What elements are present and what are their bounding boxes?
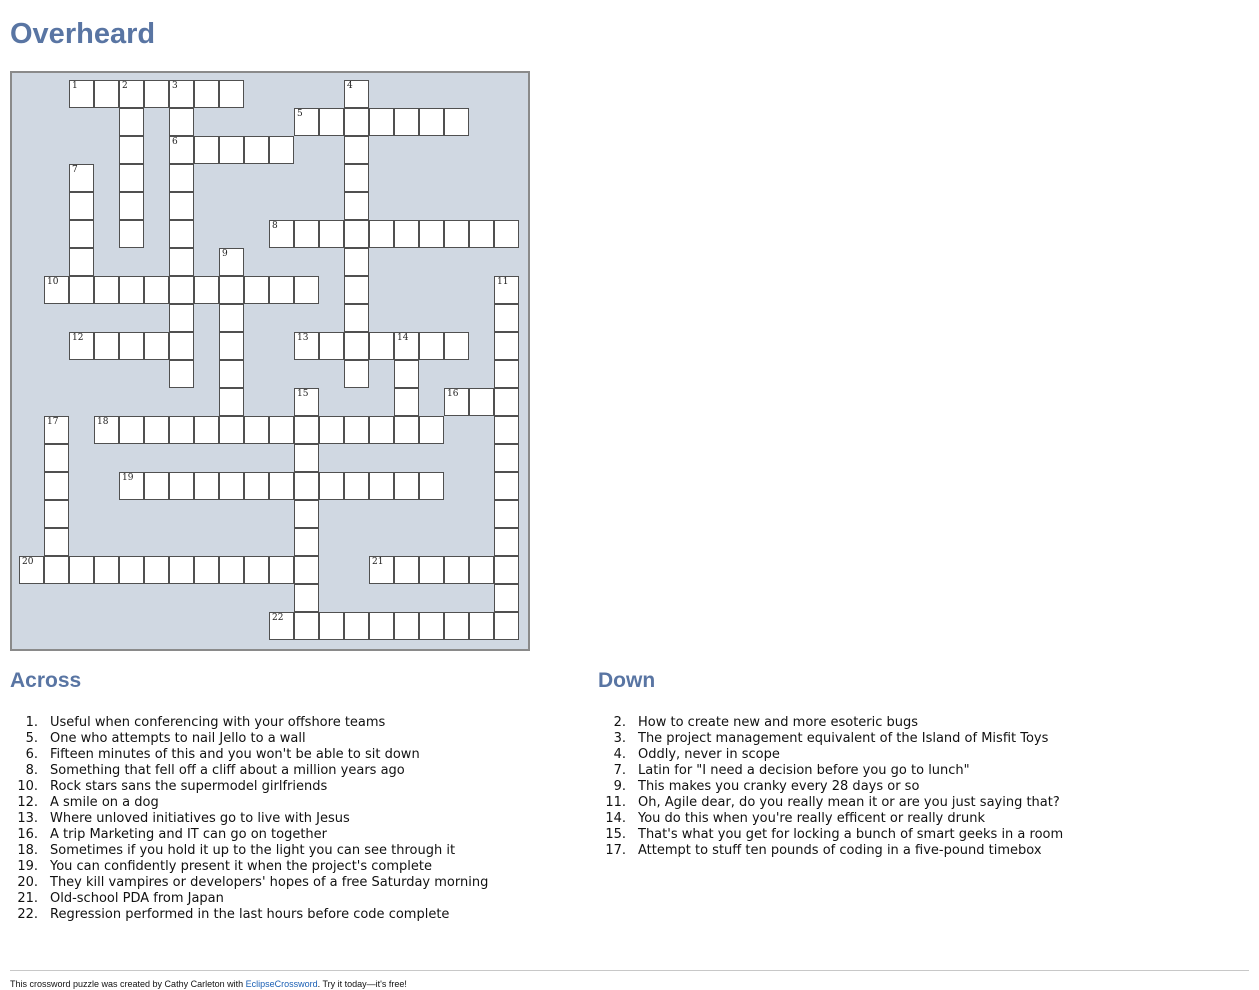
clue-number: 21.: [17, 891, 38, 906]
down-clue: [598, 747, 1198, 763]
grid-cell[interactable]: [294, 584, 319, 612]
grid-cell[interactable]: [494, 416, 519, 444]
grid-cell[interactable]: [69, 80, 94, 108]
grid-cell[interactable]: [419, 612, 444, 640]
grid-cell[interactable]: [119, 472, 144, 500]
across-heading: Across: [10, 669, 82, 692]
grid-cell[interactable]: [94, 276, 119, 304]
down-heading: Down: [598, 669, 656, 692]
grid-cell[interactable]: [344, 192, 369, 220]
footer-divider: [10, 970, 1249, 971]
clue-number: 5: [297, 109, 303, 119]
across-clue: [10, 843, 570, 859]
across-clue: [10, 779, 570, 795]
clue-number: 18.: [17, 843, 38, 858]
grid-cell[interactable]: [294, 612, 319, 640]
grid-cell[interactable]: [19, 556, 44, 584]
clue-number: 22: [272, 613, 284, 623]
grid-cell[interactable]: [494, 444, 519, 472]
clue-number: 19: [122, 473, 134, 483]
clue-text: Oddly, never in scope: [638, 747, 780, 762]
grid-cell[interactable]: [344, 304, 369, 332]
clue-text: Oh, Agile dear, do you really mean it or are you just saying that?: [638, 795, 1060, 810]
clue-number: 11: [497, 277, 509, 287]
grid-cell[interactable]: [269, 276, 294, 304]
grid-cell[interactable]: [219, 416, 244, 444]
grid-cell[interactable]: [144, 556, 169, 584]
grid-cell[interactable]: [194, 556, 219, 584]
down-clue: [598, 779, 1198, 795]
crossword-grid: [10, 71, 530, 651]
grid-cell[interactable]: [444, 556, 469, 584]
grid-cell[interactable]: [369, 612, 394, 640]
footer: [10, 978, 407, 990]
clue-number: 4.: [613, 747, 626, 762]
grid-cell[interactable]: [344, 416, 369, 444]
clue-text: The project management equivalent of the Island of Misfit Toys: [638, 731, 1049, 746]
footer-suffix: . Try it today—it's free!: [317, 979, 407, 989]
grid-cell[interactable]: [344, 108, 369, 136]
clue-number: 21: [372, 557, 384, 567]
grid-cell[interactable]: [344, 80, 369, 108]
clue-text: One who attempts to nail Jello to a wall: [50, 731, 306, 746]
grid-cell[interactable]: [244, 136, 269, 164]
grid-cell[interactable]: [169, 332, 194, 360]
grid-cell[interactable]: [244, 556, 269, 584]
grid-cell[interactable]: [94, 332, 119, 360]
grid-cell[interactable]: [69, 556, 94, 584]
grid-cell[interactable]: [394, 220, 419, 248]
grid-cell[interactable]: [219, 276, 244, 304]
clue-number: 9.: [613, 779, 626, 794]
grid-cell[interactable]: [94, 80, 119, 108]
grid-cell[interactable]: [269, 612, 294, 640]
clue-text: This makes you cranky every 28 days or so: [638, 779, 920, 794]
across-clue: [10, 859, 570, 875]
footer-prefix: This crossword puzzle was created by Cathy Carleton with: [10, 979, 246, 989]
clue-number: 10: [47, 277, 59, 287]
grid-cell[interactable]: [419, 556, 444, 584]
grid-cell[interactable]: [244, 276, 269, 304]
clue-number: 10.: [17, 779, 38, 794]
grid-cell[interactable]: [169, 164, 194, 192]
grid-cell[interactable]: [419, 108, 444, 136]
grid-cell[interactable]: [494, 584, 519, 612]
grid-cell[interactable]: [69, 164, 94, 192]
grid-cell[interactable]: [169, 416, 194, 444]
grid-cell[interactable]: [144, 416, 169, 444]
grid-cell[interactable]: [344, 612, 369, 640]
page-title: Overheard: [10, 18, 156, 50]
grid-cell[interactable]: [219, 304, 244, 332]
grid-cell[interactable]: [269, 472, 294, 500]
clue-text: Fifteen minutes of this and you won't be able to sit down: [50, 747, 420, 762]
grid-cell[interactable]: [369, 220, 394, 248]
grid-cell[interactable]: [119, 192, 144, 220]
grid-cell[interactable]: [369, 416, 394, 444]
grid-cell[interactable]: [44, 444, 69, 472]
grid-cell[interactable]: [169, 192, 194, 220]
clue-number: 7: [72, 165, 78, 175]
clue-text: Where unloved initiatives go to live with Jesus: [50, 811, 350, 826]
grid-cell[interactable]: [294, 556, 319, 584]
grid-cell[interactable]: [194, 136, 219, 164]
clue-number: 1: [72, 81, 78, 91]
grid-cell[interactable]: [219, 388, 244, 416]
grid-cell[interactable]: [194, 276, 219, 304]
grid-cell[interactable]: [319, 220, 344, 248]
grid-cell[interactable]: [119, 80, 144, 108]
clue-number: 9: [222, 249, 228, 259]
across-clue: [10, 731, 570, 747]
clue-number: 16: [447, 389, 459, 399]
grid-cell[interactable]: [244, 416, 269, 444]
grid-cell[interactable]: [269, 556, 294, 584]
grid-cell[interactable]: [69, 248, 94, 276]
clue-number: 22.: [17, 907, 38, 922]
grid-cell[interactable]: [469, 388, 494, 416]
grid-cell[interactable]: [319, 472, 344, 500]
grid-cell[interactable]: [169, 556, 194, 584]
grid-cell[interactable]: [294, 276, 319, 304]
grid-cell[interactable]: [219, 556, 244, 584]
grid-cell[interactable]: [219, 332, 244, 360]
clue-number: 1.: [25, 715, 38, 730]
clue-number: 20: [22, 557, 34, 567]
clue-number: 15: [297, 389, 309, 399]
across-clue: [10, 891, 570, 907]
grid-cell[interactable]: [94, 416, 119, 444]
clue-text: You do this when you're really efficent or really drunk: [638, 811, 985, 826]
across-clue-list: [10, 715, 570, 923]
grid-cell[interactable]: [144, 80, 169, 108]
grid-cell[interactable]: [269, 136, 294, 164]
grid-cell[interactable]: [219, 136, 244, 164]
grid-cell[interactable]: [44, 500, 69, 528]
grid-cell[interactable]: [344, 248, 369, 276]
clue-number: 18: [97, 417, 109, 427]
grid-cell[interactable]: [244, 472, 269, 500]
grid-cell[interactable]: [444, 388, 469, 416]
grid-cell[interactable]: [394, 416, 419, 444]
down-clue: [598, 795, 1198, 811]
grid-cell[interactable]: [294, 500, 319, 528]
clue-number: 13.: [17, 811, 38, 826]
grid-cell[interactable]: [294, 416, 319, 444]
grid-cell[interactable]: [69, 192, 94, 220]
grid-cell[interactable]: [494, 528, 519, 556]
grid-cell[interactable]: [394, 332, 419, 360]
grid-cell[interactable]: [119, 416, 144, 444]
grid-cell[interactable]: [144, 472, 169, 500]
grid-cell[interactable]: [369, 472, 394, 500]
grid-cell[interactable]: [94, 556, 119, 584]
grid-cell[interactable]: [494, 388, 519, 416]
clue-text: Latin for "I need a decision before you go to lunch": [638, 763, 970, 778]
grid-cell[interactable]: [394, 612, 419, 640]
grid-cell[interactable]: [494, 472, 519, 500]
clue-number: 2.: [613, 715, 626, 730]
grid-cell[interactable]: [444, 108, 469, 136]
grid-cell[interactable]: [394, 472, 419, 500]
down-clue: [598, 763, 1198, 779]
grid-cell[interactable]: [444, 332, 469, 360]
clue-text: Sometimes if you hold it up to the light you can see through it: [50, 843, 456, 858]
eclipsecrossword-link[interactable]: EclipseCrossword: [245, 979, 318, 989]
grid-cell[interactable]: [419, 220, 444, 248]
clue-text: Regression performed in the last hours before code complete: [50, 907, 450, 922]
grid-cell[interactable]: [494, 500, 519, 528]
grid-cell[interactable]: [144, 332, 169, 360]
grid-cell[interactable]: [294, 220, 319, 248]
down-clue: [598, 731, 1198, 747]
grid-cell[interactable]: [394, 360, 419, 388]
clue-number: 3.: [613, 731, 626, 746]
grid-cell[interactable]: [344, 164, 369, 192]
grid-cell[interactable]: [394, 388, 419, 416]
grid-cell[interactable]: [219, 472, 244, 500]
grid-cell[interactable]: [369, 108, 394, 136]
clue-number: 11.: [605, 795, 626, 810]
clue-number: 6.: [25, 747, 38, 762]
clue-number: 3: [172, 81, 178, 91]
across-clue: [10, 827, 570, 843]
clue-number: 15.: [605, 827, 626, 842]
clue-text: How to create new and more esoteric bugs: [638, 715, 919, 730]
clue-number: 7.: [613, 763, 626, 778]
grid-cell[interactable]: [294, 472, 319, 500]
down-clue: [598, 811, 1198, 827]
grid-cell[interactable]: [44, 416, 69, 444]
grid-cell[interactable]: [469, 612, 494, 640]
grid-cell[interactable]: [119, 164, 144, 192]
down-clue: [598, 843, 1198, 859]
grid-cell[interactable]: [269, 220, 294, 248]
grid-cell[interactable]: [169, 220, 194, 248]
clue-text: A smile on a dog: [50, 795, 159, 810]
grid-cell[interactable]: [494, 332, 519, 360]
grid-cell[interactable]: [444, 220, 469, 248]
clue-number: 5.: [25, 731, 38, 746]
grid-cell[interactable]: [169, 276, 194, 304]
grid-cell[interactable]: [194, 80, 219, 108]
clue-number: 16.: [17, 827, 38, 842]
across-clue: [10, 907, 570, 923]
grid-cell[interactable]: [469, 556, 494, 584]
grid-cell[interactable]: [419, 332, 444, 360]
grid-cell[interactable]: [119, 276, 144, 304]
across-clue: [10, 875, 570, 891]
clue-text: That's what you get for locking a bunch of smart geeks in a room: [638, 827, 1064, 842]
grid-cell[interactable]: [219, 248, 244, 276]
grid-cell[interactable]: [294, 332, 319, 360]
grid-cell[interactable]: [369, 556, 394, 584]
grid-cell[interactable]: [344, 220, 369, 248]
grid-cell[interactable]: [469, 220, 494, 248]
clue-number: 6: [172, 137, 178, 147]
grid-cell[interactable]: [69, 276, 94, 304]
clue-text: Rock stars sans the supermodel girlfriends: [50, 779, 328, 794]
across-clue: [10, 795, 570, 811]
clue-text: Useful when conferencing with your offshore teams: [50, 715, 386, 730]
grid-cell[interactable]: [494, 360, 519, 388]
clue-number: 17.: [605, 843, 626, 858]
clue-text: Old-school PDA from Japan: [50, 891, 224, 906]
clue-number: 4: [347, 81, 353, 91]
clue-number: 19.: [17, 859, 38, 874]
grid-cell[interactable]: [119, 332, 144, 360]
grid-cell[interactable]: [169, 108, 194, 136]
grid-cell[interactable]: [119, 108, 144, 136]
clue-text: Something that fell off a cliff about a million years ago: [50, 763, 405, 778]
across-clue: [10, 811, 570, 827]
across-clue: [10, 747, 570, 763]
clue-number: 14: [397, 333, 409, 343]
grid-cell[interactable]: [44, 528, 69, 556]
grid-cell[interactable]: [319, 108, 344, 136]
grid-cell[interactable]: [194, 416, 219, 444]
grid-cell[interactable]: [369, 332, 394, 360]
grid-cell[interactable]: [494, 276, 519, 304]
down-clue: [598, 827, 1198, 843]
grid-cell[interactable]: [169, 472, 194, 500]
grid-cell[interactable]: [344, 276, 369, 304]
grid-cell[interactable]: [344, 360, 369, 388]
grid-cell[interactable]: [169, 80, 194, 108]
grid-cell[interactable]: [169, 248, 194, 276]
grid-cell[interactable]: [294, 444, 319, 472]
clue-number: 12.: [17, 795, 38, 810]
clue-number: 2: [122, 81, 128, 91]
clue-text: They kill vampires or developers' hopes of a free Saturday morning: [50, 875, 489, 890]
grid-cell[interactable]: [169, 304, 194, 332]
grid-cell[interactable]: [494, 556, 519, 584]
grid-cell[interactable]: [219, 360, 244, 388]
clue-text: Attempt to stuff ten pounds of coding in a five-pound timebox: [638, 843, 1042, 858]
clue-number: 14.: [605, 811, 626, 826]
grid-cell[interactable]: [494, 612, 519, 640]
grid-cell[interactable]: [419, 472, 444, 500]
clue-text: You can confidently present it when the project's complete: [50, 859, 432, 874]
grid-cell[interactable]: [344, 472, 369, 500]
grid-cell[interactable]: [219, 80, 244, 108]
grid-cell[interactable]: [319, 332, 344, 360]
clue-number: 12: [72, 333, 84, 343]
grid-cell[interactable]: [269, 416, 294, 444]
clue-number: 17: [47, 417, 59, 427]
across-clue: [10, 715, 570, 731]
grid-cell[interactable]: [319, 612, 344, 640]
grid-cell[interactable]: [394, 108, 419, 136]
grid-cell[interactable]: [294, 528, 319, 556]
grid-cell[interactable]: [119, 556, 144, 584]
grid-cell[interactable]: [144, 276, 169, 304]
grid-cell[interactable]: [294, 108, 319, 136]
grid-cell[interactable]: [344, 136, 369, 164]
clue-text: A trip Marketing and IT can go on together: [50, 827, 328, 842]
across-clue: [10, 763, 570, 779]
grid-cell[interactable]: [44, 276, 69, 304]
grid-cell[interactable]: [44, 472, 69, 500]
clue-number: 8.: [25, 763, 38, 778]
clue-number: 13: [297, 333, 309, 343]
grid-cell[interactable]: [494, 220, 519, 248]
grid-cell[interactable]: [494, 304, 519, 332]
grid-cell[interactable]: [319, 416, 344, 444]
clue-number: 20.: [17, 875, 38, 890]
grid-cell[interactable]: [169, 136, 194, 164]
grid-cell[interactable]: [69, 220, 94, 248]
grid-cell[interactable]: [444, 612, 469, 640]
grid-cell[interactable]: [294, 388, 319, 416]
grid-cell[interactable]: [419, 416, 444, 444]
down-clue-list: [598, 715, 1198, 859]
grid-cell[interactable]: [344, 332, 369, 360]
grid-cell[interactable]: [69, 332, 94, 360]
grid-cell[interactable]: [44, 556, 69, 584]
grid-cell[interactable]: [194, 472, 219, 500]
grid-cell[interactable]: [394, 556, 419, 584]
grid-cell[interactable]: [169, 360, 194, 388]
clue-number: 8: [272, 221, 278, 231]
grid-cell[interactable]: [119, 220, 144, 248]
down-clue: [598, 715, 1198, 731]
grid-cell[interactable]: [119, 136, 144, 164]
